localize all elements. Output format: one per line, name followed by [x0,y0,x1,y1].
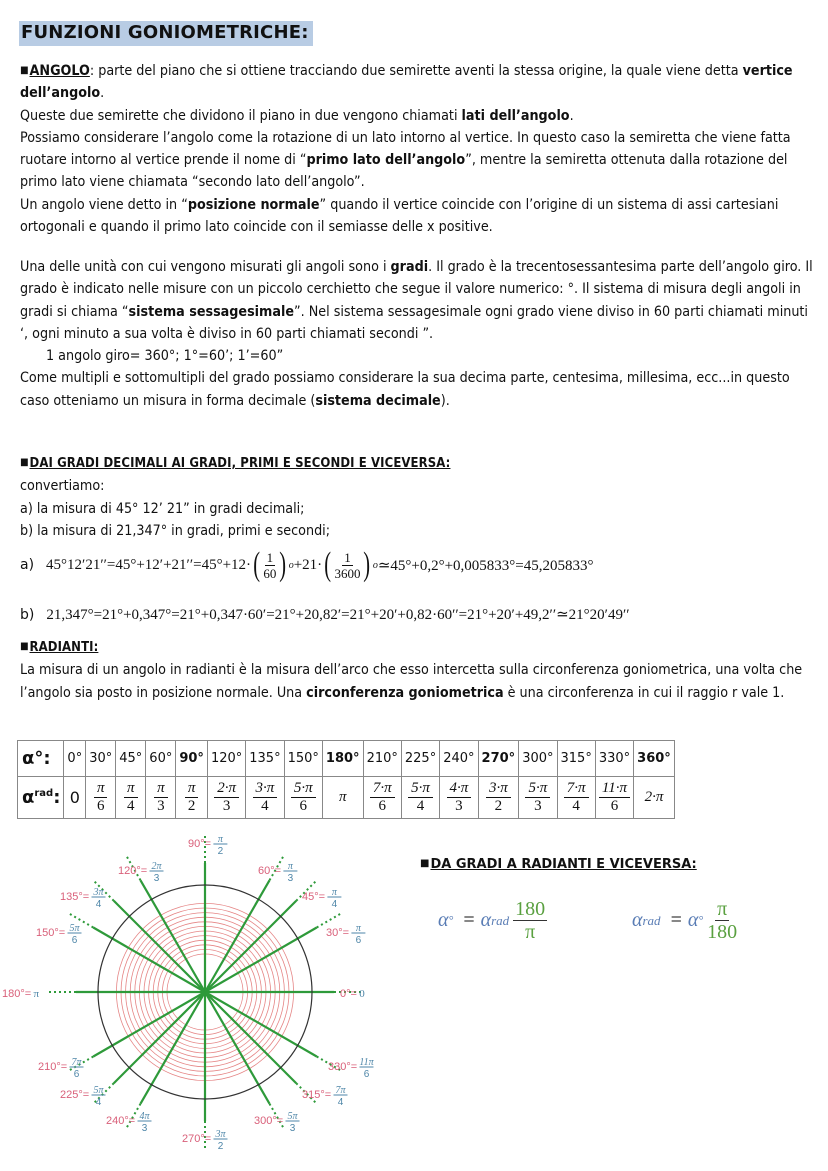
angle-label [328,1057,375,1080]
svg-text:π: π [287,861,293,872]
radian-cell: $\frac{5\cdot\pi}{3}$ [519,777,557,819]
angle-label [326,923,365,946]
degree-cell: 120° [207,741,245,777]
degree-cell: 150° [284,741,322,777]
degree-cell: 180° [322,741,363,777]
svg-text:0: 0 [359,988,365,1000]
radian-cell: $\frac{2\cdot\pi}{3}$ [207,777,245,819]
svg-text:4π: 4π [139,1111,150,1122]
degree-cell: 270° [478,741,519,777]
angle-label [36,923,82,946]
svg-text:240°=: 240°= [106,1115,136,1127]
svg-text:150°=: 150°= [36,927,66,939]
sistema-decimale-text: Come multipli e sottomultipli del grado possiamo considerare la sua decima parte, centesima, millesima, ecc...in questo caso otteniamo un misura in forma decimale (sistema decimale). [20,370,790,409]
svg-text:300°=: 300°= [254,1115,284,1127]
radian-cell: $\frac{5\cdot\pi}{6}$ [284,777,322,819]
svg-text:0°=: 0°= [340,988,357,1000]
svg-text:4: 4 [95,899,102,910]
svg-text:3: 3 [141,1123,148,1134]
bullet-icon: ■ [20,457,29,468]
svg-text:5π: 5π [287,1111,298,1122]
degree-cell: 90° [176,741,208,777]
gradi-radianti-section [420,857,697,872]
angle-label [182,1129,228,1152]
svg-text:90°=: 90°= [188,838,212,850]
bullet-icon: ■ [20,65,29,76]
angle-label [302,887,341,910]
degree-cell: 30° [86,741,116,777]
svg-text:2: 2 [217,1141,224,1152]
conversione-section [20,452,815,542]
degree-cell: 330° [595,741,633,777]
angolo-definition: ■ANGOLO: parte del piano che si ottiene tracciando due semirette aventi la stessa origine, la quale viene detta vertice dell’angolo. [20,63,793,102]
svg-text:315°=: 315°= [302,1089,332,1101]
angle-label [2,988,40,1000]
page-title: FUNZIONI GONIOMETRICHE: [19,21,313,46]
degree-cell: 300° [519,741,557,777]
degree-cell: 210° [363,741,401,777]
radianti-heading: RADIANTI: [29,640,99,655]
angle-label [340,988,365,1000]
conversion-table [17,740,675,819]
angle-label [254,1111,300,1134]
degrees-row-header: α°: [18,741,64,777]
svg-text:210°=: 210°= [38,1061,68,1073]
radian-cell: $\frac{7\cdot\pi}{4}$ [557,777,595,819]
radian-cell: $\frac{3\cdot\pi}{4}$ [246,777,284,819]
svg-text:7π: 7π [335,1085,346,1096]
svg-text:6: 6 [73,1069,80,1080]
svg-text:270°=: 270°= [182,1133,212,1145]
degree-cell: 60° [146,741,176,777]
gradi-radianti-heading: DA GRADI A RADIANTI E VICEVERSA: [430,857,697,872]
angolo-giro-text: 1 angolo giro= 360°; 1°=60’; 1’=60” [46,348,284,365]
svg-text:180°=: 180°= [2,988,32,1000]
angle-label [106,1111,152,1134]
svg-text:5π: 5π [93,1085,104,1096]
svg-text:6: 6 [363,1069,370,1080]
angolo-heading: ANGOLO [29,63,90,79]
angle-label [60,887,106,910]
radians-row-header: $\alpha^{rad}$: [18,777,64,819]
svg-text:30°=: 30°= [326,927,350,939]
formula-b: b) 21,347°=21°+0,347°=21°+0,347·60′=21°+20,82′=21°+20′+0,82·60′′=21°+20′+49,2′′≃21°20′49′′ [20,606,630,623]
formula-deg-from-rad: α ° = α rad 180 π [438,898,546,943]
radian-cell: 2·π [634,777,675,819]
svg-text:π: π [331,887,337,898]
svg-text:120°=: 120°= [118,865,148,877]
radian-cell: $\frac{\pi}{3}$ [146,777,176,819]
angle-label [258,861,297,884]
conversione-heading: DAI GRADI DECIMALI AI GRADI, PRIMI E SECONDI E VICEVERSA: [29,456,451,471]
radian-cell: π [322,777,363,819]
radian-cell: $\frac{7\cdot\pi}{6}$ [363,777,401,819]
angle-label [38,1057,84,1080]
radianti-definition: La misura di un angolo in radianti è la misura dell’arco che esso intercetta sulla circonferenza goniometrica, una volta che l’angolo sia posto in posizione normale. Una circonferenza goniometrica è una circonferenza in cui il raggio r vale 1. [20,662,803,701]
degrees-row [18,741,675,777]
svg-text:3π: 3π [93,887,104,898]
svg-text:2: 2 [217,846,224,857]
radian-cell: $\frac{3\cdot\pi}{2}$ [478,777,519,819]
convertiamo-text: convertiamo: [20,478,105,495]
radian-cell: $\frac{\pi}{6}$ [86,777,116,819]
bullet-icon: ■ [20,641,29,652]
posizione-normale-text: Un angolo viene detto in “posizione normale” quando il vertice coincide con l’origine di un sistema di assi cartesiani ortogonali e quando il primo lato coincide con il semiasse delle x positive. [20,196,779,236]
angolo-section [20,60,815,238]
svg-text:2π: 2π [151,861,162,872]
svg-text:3: 3 [153,873,160,884]
svg-text:6: 6 [71,935,78,946]
svg-text:3: 3 [287,873,294,884]
rotazione-text: Possiamo considerare l’angolo come la rotazione di un lato intorno al vertice. In questo caso la semiretta che viene fatta ruotare intorno al vertice prende il nome di “primo lato dell’angolo”, mentre la semiretta ottenuta dalla rotazione del primo lato viene chiamata “secondo lato dell’angolo”. [20,129,791,191]
svg-text:π: π [217,834,223,845]
esercizio-b: b) la misura di 21,347° in gradi, primi e secondi; [20,522,331,539]
degree-cell: 135° [246,741,284,777]
svg-text:225°=: 225°= [60,1089,90,1101]
esercizio-a: a) la misura di 45° 12’ 21” in gradi decimali; [20,500,305,517]
formula-a: a) 45°12′21′′=45°+12′+21′′=45°+12· ( $\frac{1}{60}$ ) o +21· ( $\frac{1}{3600}$ ) o ≃45°+0,2°+0,005833°=45,205833° [20,546,594,583]
svg-text:7π: 7π [71,1057,82,1068]
lati-text: Queste due semirette che dividono il piano in due vengono chiamati lati dell’angolo. [20,107,574,124]
svg-text:4: 4 [95,1097,102,1108]
degree-cell: 0° [64,741,86,777]
degree-cell: 45° [116,741,146,777]
degree-cell: 360° [634,741,675,777]
svg-text:π: π [355,923,361,934]
radian-cell: $\frac{5\cdot\pi}{4}$ [401,777,439,819]
svg-text:45°=: 45°= [302,891,326,903]
degree-cell: 225° [401,741,439,777]
angle-label [188,834,227,857]
angle-label [60,1085,106,1108]
radian-cell: $\frac{\pi}{4}$ [116,777,146,819]
svg-text:3π: 3π [215,1129,226,1140]
svg-text:π: π [33,988,40,1000]
degree-cell: 315° [557,741,595,777]
radian-cell: $\frac{11\cdot\pi}{6}$ [595,777,633,819]
radians-row [18,777,675,819]
svg-text:4: 4 [331,899,338,910]
svg-text:3: 3 [289,1123,296,1134]
svg-text:11π: 11π [359,1057,374,1068]
radianti-section [20,636,815,704]
angle-label [302,1085,348,1108]
radian-cell: 0 [64,777,86,819]
goniometric-circle-diagram [0,830,400,1171]
svg-text:60°=: 60°= [258,865,282,877]
svg-text:5π: 5π [69,923,80,934]
svg-text:6: 6 [355,935,362,946]
gradi-definition: Una delle unità con cui vengono misurati gli angoli sono i gradi. Il grado è la trecentosessantesima parte dell’angolo giro. Il grado è indicato nelle misure con un piccolo cerchietto che segue il valore numerico: °. Il sistema di misura degli angoli in gradi si chiama “sistema sessagesimale”. Nel sistema sessagesimale ogni grado viene diviso in 60 parti chiamati minuti ‘, ogni minuto a sua volta è diviso in 60 parti chiamati secondi ”. [20,259,813,342]
degree-cell: 240° [440,741,478,777]
formula-rad-from-deg: α rad = α ° π 180 [632,898,738,943]
bullet-icon: ■ [420,858,430,869]
svg-text:135°=: 135°= [60,891,90,903]
gradi-section [20,256,815,412]
svg-text:330°=: 330°= [328,1061,358,1073]
radian-cell: $\frac{4\cdot\pi}{3}$ [440,777,478,819]
radian-cell: $\frac{\pi}{2}$ [176,777,208,819]
svg-text:4: 4 [337,1097,344,1108]
